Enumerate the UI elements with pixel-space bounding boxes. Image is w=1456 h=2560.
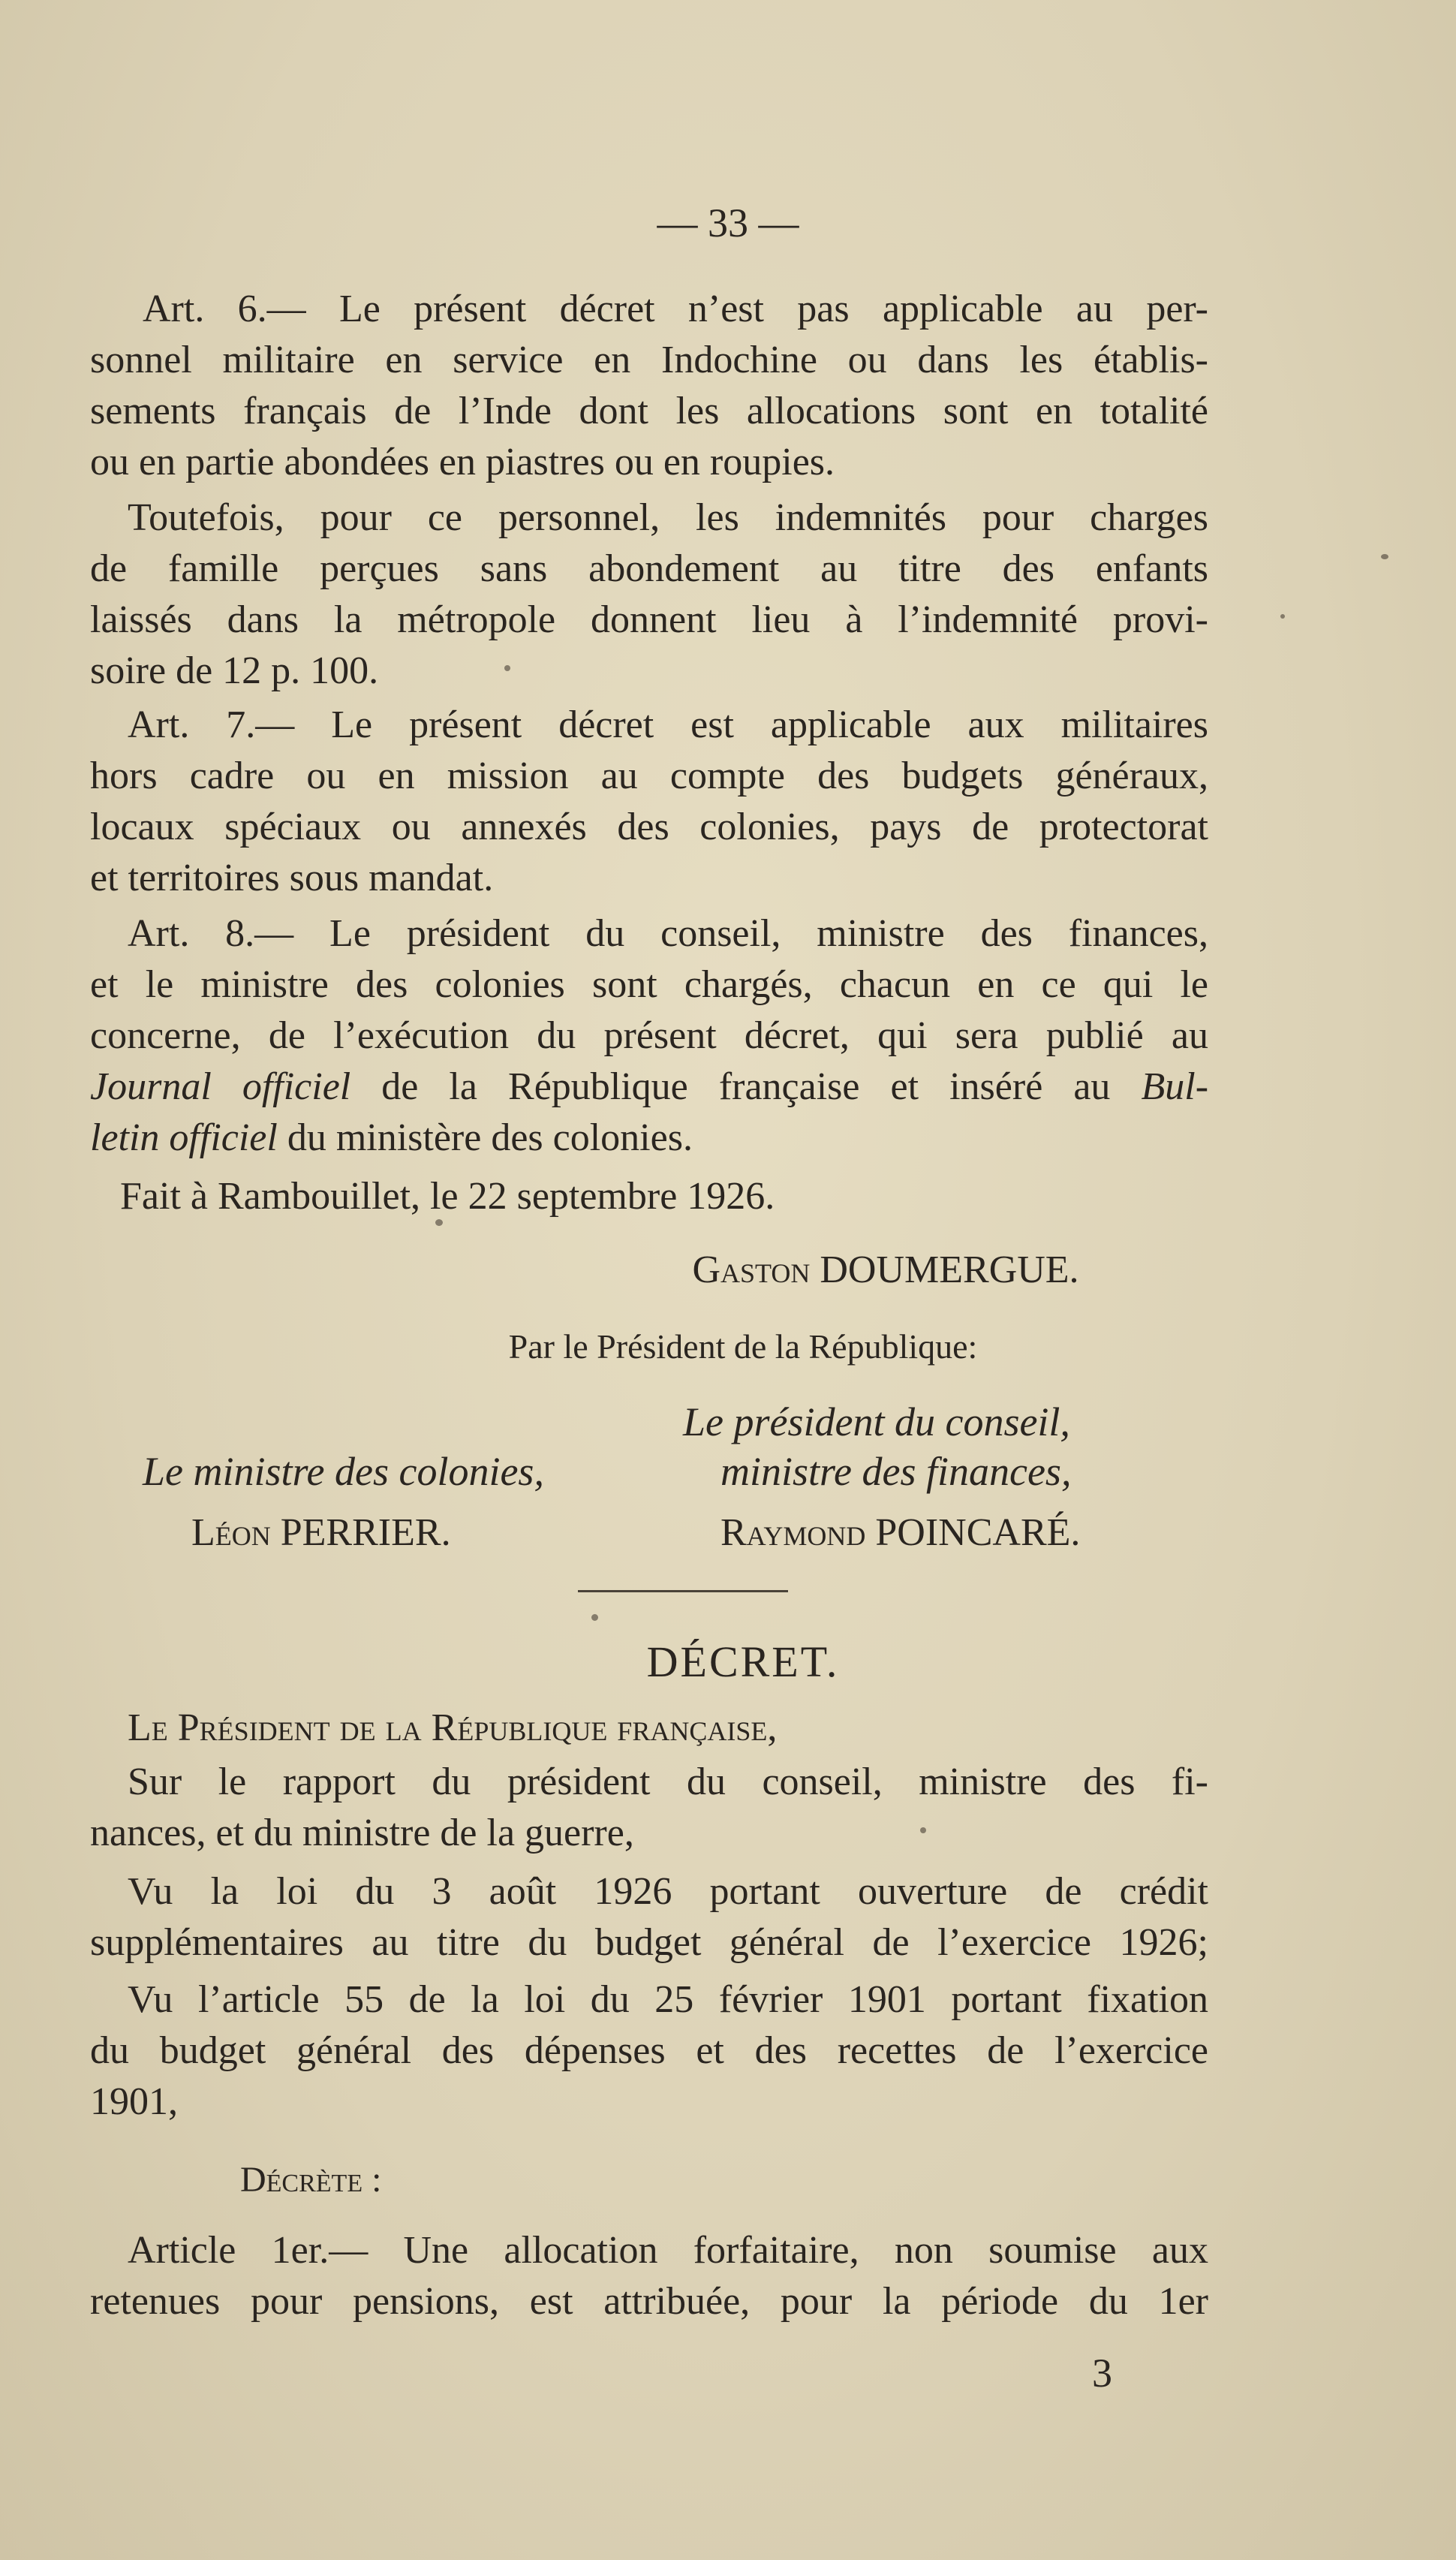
- text-line: retenues pour pensions, est attribuée, pour la période du 1er: [90, 2280, 1208, 2323]
- decrete-line: Décrète :: [240, 2160, 382, 2200]
- paper-speck: [591, 1614, 598, 1621]
- text-line: sements français de l’Inde dont les allocations sont en totalité: [90, 390, 1208, 432]
- separator-rule: [578, 1590, 788, 1592]
- text-line: 1901,: [90, 2080, 178, 2123]
- paper-speck: [504, 665, 510, 671]
- folio-number: 3: [1092, 2351, 1112, 2396]
- text-line: Toutefois, pour ce personnel, les indemnités pour charges: [128, 496, 1208, 539]
- text-line: supplémentaires au titre du budget général de l’exercice 1926;: [90, 1921, 1208, 1964]
- paper-speck: [920, 1827, 926, 1833]
- par-le-president: Par le Président de la République:: [508, 1327, 978, 1366]
- text-line: Art. 6.— Le présent décret n’est pas applicable au per-: [143, 288, 1208, 330]
- text-line: du budget général des dépenses et des recettes de l’exercice: [90, 2029, 1208, 2072]
- paper-speck: [435, 1219, 443, 1226]
- fait-line: Fait à Rambouillet, le 22 septembre 1926.: [120, 1175, 775, 1218]
- text-line: locaux spéciaux ou annexés des colonies, pays de protectorat: [90, 806, 1208, 848]
- page-number: — 33 —: [657, 200, 799, 245]
- text-line: letin officiel du ministère des colonies.: [90, 1116, 693, 1159]
- sig-left-name: Léon PERRIER.: [191, 1511, 451, 1554]
- decret-heading: DÉCRET.: [646, 1637, 840, 1686]
- text-line: hors cadre ou en mission au compte des budgets généraux,: [90, 754, 1208, 797]
- sig-right-name: Raymond POINCARÉ.: [720, 1511, 1081, 1554]
- le-president-line: Le Président de la République française,: [128, 1706, 778, 1749]
- text-line: laissés dans la métropole donnent lieu à l’indemnité provi-: [90, 598, 1208, 641]
- text-line: Journal officiel de la République française et inséré au Bul-: [90, 1065, 1209, 1108]
- text-line: soire de 12 p. 100.: [90, 649, 379, 692]
- text-line: ou en partie abondées en piastres ou en roupies.: [90, 441, 835, 483]
- text-line: Sur le rapport du président du conseil, ministre des fi-: [128, 1760, 1208, 1803]
- text-line: de famille perçues sans abondement au titre des enfants: [90, 547, 1208, 590]
- paper-speck: [1381, 554, 1388, 559]
- signature-president: Gaston DOUMERGUE.: [692, 1248, 1079, 1291]
- bulletin-officiel: letin officiel: [90, 1116, 278, 1159]
- text-line: sonnel militaire en service en Indochine ou dans les établis-: [90, 339, 1208, 381]
- journal-officiel: Journal officiel: [90, 1065, 351, 1108]
- text-line: et le ministre des colonies sont chargés, chacun en ce qui le: [90, 963, 1208, 1006]
- sig-right-title-1: Le président du conseil,: [683, 1399, 1070, 1444]
- text-line: nances, et du ministre de la guerre,: [90, 1812, 634, 1854]
- text-line: Article 1er.— Une allocation forfaitaire, non soumise aux: [128, 2229, 1208, 2272]
- sig-right-title-2: ministre des finances,: [720, 1449, 1072, 1494]
- text-line: Vu l’article 55 de la loi du 25 février 1901 portant fixation: [128, 1978, 1208, 2021]
- text-line: Art. 7.— Le présent décret est applicable aux militaires: [128, 703, 1208, 746]
- text-line: et territoires sous mandat.: [90, 857, 494, 899]
- paper-speck: [1280, 614, 1285, 619]
- sig-left-title: Le ministre des colonies,: [143, 1449, 544, 1494]
- text-line: Vu la loi du 3 août 1926 portant ouverture de crédit: [128, 1870, 1208, 1913]
- text-line: concerne, de l’exécution du présent décret, qui sera publié au: [90, 1014, 1208, 1057]
- text-line: Art. 8.— Le président du conseil, ministre des finances,: [128, 912, 1208, 955]
